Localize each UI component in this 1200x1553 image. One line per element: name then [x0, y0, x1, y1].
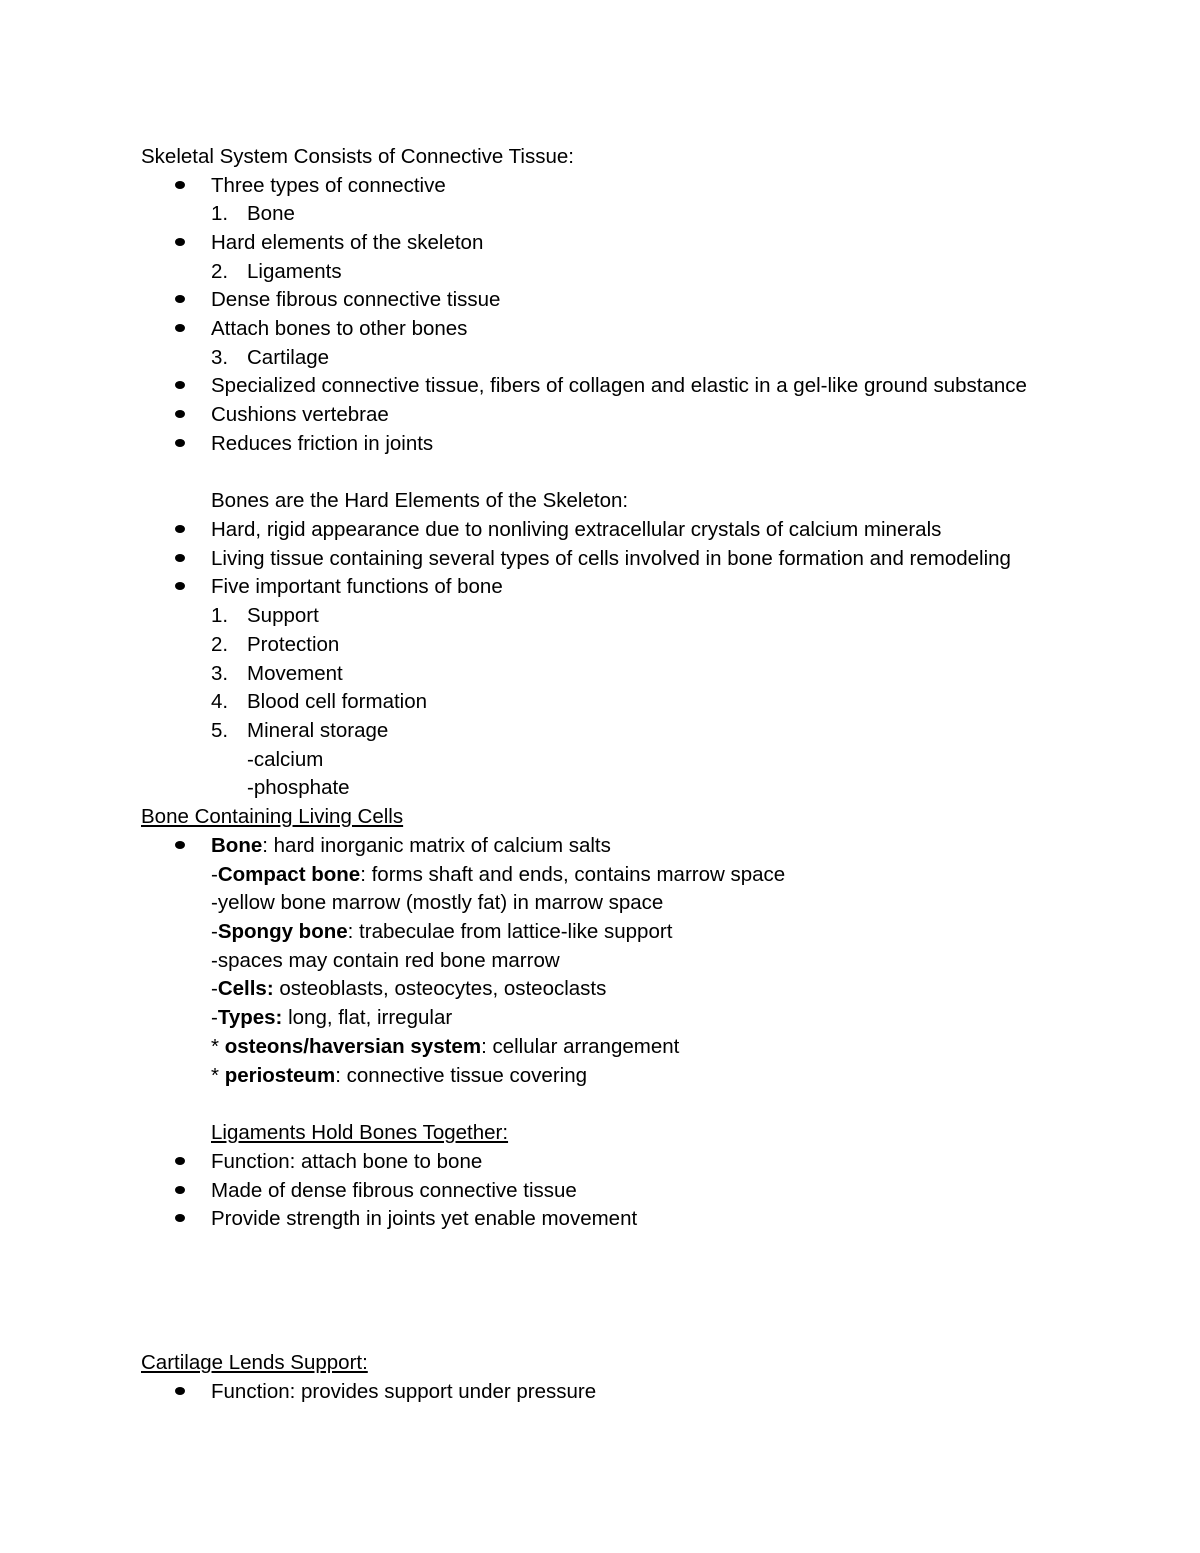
item-text: Bone	[247, 202, 295, 225]
detail-text	[211, 1032, 679, 1061]
bullet-text: Function: attach bone to bone	[211, 1150, 483, 1173]
heading-text: Ligaments Hold Bones Together:	[211, 1121, 509, 1144]
detail-line	[0, 946, 1200, 975]
term-periosteum: periosteum	[224, 1064, 336, 1087]
sub-item-text: -phosphate	[247, 776, 350, 799]
detail-line	[0, 888, 1200, 917]
definition: osteoblasts, osteocytes, osteoclasts	[273, 977, 607, 1000]
bullet-text: Made of dense fibrous connective tissue	[211, 1179, 577, 1202]
item-number: 5.	[211, 719, 229, 742]
bullet-text: Cushions vertebrae	[211, 403, 389, 426]
dash: -	[211, 863, 218, 886]
detail-line	[0, 1003, 1200, 1032]
detail-line	[0, 917, 1200, 946]
list-item	[0, 400, 1200, 429]
section-heading-ligaments	[0, 1118, 1200, 1147]
term-compact-bone: Compact bone	[217, 863, 361, 886]
item-number: 3.	[211, 662, 229, 685]
bullet-icon	[175, 439, 185, 447]
bullet-text: Reduces friction in joints	[211, 432, 434, 455]
definition: : cellular arrangement	[481, 1035, 680, 1058]
numbered-item	[0, 630, 1200, 659]
bullet-icon	[175, 324, 185, 332]
term-cells: Cells:	[217, 977, 274, 1000]
detail-text: -yellow bone marrow (mostly fat) in marrow space	[211, 891, 664, 914]
detail-text	[211, 1003, 452, 1032]
sub-item-text: -calcium	[247, 748, 324, 771]
item-text: Protection	[247, 633, 340, 656]
term-bone: Bone	[211, 834, 263, 857]
numbered-item	[0, 601, 1200, 630]
term-osteons: osteons/haversian system	[224, 1035, 482, 1058]
bullet-text: Provide strength in joints yet enable movement	[211, 1207, 638, 1230]
section-heading-living-cells	[0, 802, 1200, 831]
item-text: Mineral storage	[247, 719, 389, 742]
bullet-text	[211, 831, 611, 860]
detail-text	[211, 1061, 587, 1090]
bullet-text: Attach bones to other bones	[211, 317, 468, 340]
bullet-text: Function: provides support under pressure	[211, 1380, 597, 1403]
bullet-icon	[175, 554, 185, 562]
bullet-icon	[175, 1214, 185, 1222]
item-number: 4.	[211, 690, 229, 713]
detail-line	[0, 1061, 1200, 1090]
item-text: Ligaments	[247, 260, 342, 283]
bullet-icon	[175, 1157, 185, 1165]
detail-line	[0, 1032, 1200, 1061]
heading-text: Cartilage Lends Support:	[141, 1351, 368, 1374]
bullet-icon	[175, 181, 185, 189]
list-item	[0, 1176, 1200, 1205]
list-item	[0, 544, 1200, 573]
list-item	[0, 171, 1200, 200]
heading-text: Bones are the Hard Elements of the Skeleton:	[211, 489, 629, 512]
dash: -	[211, 977, 218, 1000]
detail-text	[211, 860, 785, 889]
asterisk: *	[211, 1035, 225, 1058]
asterisk: *	[211, 1064, 225, 1087]
item-number: 2.	[211, 260, 229, 283]
definition: : forms shaft and ends, contains marrow space	[360, 863, 786, 886]
bullet-icon	[175, 582, 185, 590]
section-heading-skeletal	[0, 142, 1200, 171]
bullet-icon	[175, 525, 185, 533]
detail-line	[0, 974, 1200, 1003]
bullet-text: Living tissue containing several types of cells involved in bone formation and remodeling	[211, 547, 1011, 570]
bullet-icon	[175, 238, 185, 246]
section-heading-cartilage	[0, 1348, 1200, 1377]
bullet-icon	[175, 1186, 185, 1194]
detail-text: -spaces may contain red bone marrow	[211, 949, 560, 972]
numbered-item	[0, 716, 1200, 745]
definition: : trabeculae from lattice-like support	[347, 920, 673, 943]
dash: -	[211, 1006, 218, 1029]
numbered-item	[0, 687, 1200, 716]
bullet-icon	[175, 381, 185, 389]
list-item	[0, 572, 1200, 601]
definition: long, flat, irregular	[282, 1006, 453, 1029]
list-item	[0, 1377, 1200, 1406]
item-text: Support	[247, 604, 319, 627]
item-text: Movement	[247, 662, 343, 685]
detail-line	[0, 860, 1200, 889]
item-number: 1.	[211, 202, 229, 225]
sub-item	[0, 745, 1200, 774]
list-item	[0, 1147, 1200, 1176]
list-item	[0, 429, 1200, 458]
term-types: Types:	[217, 1006, 283, 1029]
bullet-icon	[175, 1387, 185, 1395]
detail-text	[211, 974, 606, 1003]
bullet-text: Five important functions of bone	[211, 575, 503, 598]
list-item	[0, 515, 1200, 544]
bullet-text: Hard, rigid appearance due to nonliving extracellular crystals of calcium minerals	[211, 518, 942, 541]
numbered-item	[0, 199, 1200, 228]
definition: : hard inorganic matrix of calcium salts	[262, 834, 611, 857]
definition: : connective tissue covering	[335, 1064, 588, 1087]
numbered-item	[0, 343, 1200, 372]
list-item	[0, 285, 1200, 314]
item-number: 3.	[211, 346, 229, 369]
numbered-item	[0, 659, 1200, 688]
bullet-icon	[175, 295, 185, 303]
list-item	[0, 1204, 1200, 1233]
item-number: 2.	[211, 633, 229, 656]
bullet-text: Three types of connective	[211, 174, 446, 197]
heading-text: Skeletal System Consists of Connective Tissue:	[141, 145, 574, 168]
bullet-icon	[175, 841, 185, 849]
list-item	[0, 831, 1200, 860]
bullet-text: Specialized connective tissue, fibers of collagen and elastic in a gel-like ground substance	[211, 374, 1027, 397]
list-item	[0, 314, 1200, 343]
bullet-text: Hard elements of the skeleton	[211, 231, 484, 254]
term-spongy-bone: Spongy bone	[217, 920, 348, 943]
item-text: Cartilage	[247, 346, 330, 369]
heading-text: Bone Containing Living Cells	[141, 805, 404, 828]
item-text: Blood cell formation	[247, 690, 428, 713]
item-number: 1.	[211, 604, 229, 627]
dash: -	[211, 920, 218, 943]
list-item	[0, 228, 1200, 257]
bullet-icon	[175, 410, 185, 418]
detail-text	[211, 917, 672, 946]
bullet-text: Dense fibrous connective tissue	[211, 288, 501, 311]
section-heading-bones	[0, 486, 1200, 515]
numbered-item	[0, 257, 1200, 286]
list-item	[0, 371, 1200, 400]
sub-item	[0, 773, 1200, 802]
